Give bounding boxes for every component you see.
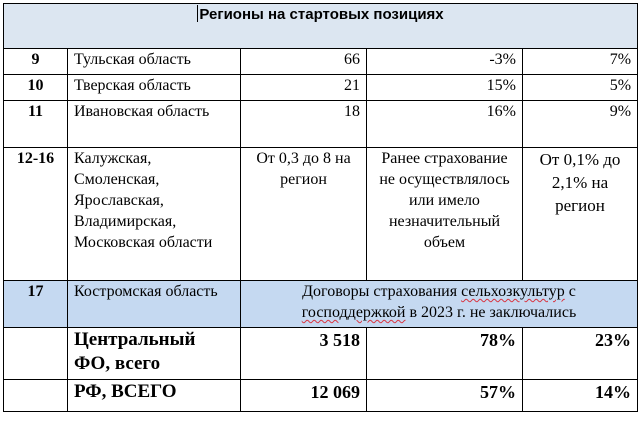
- total-value-col3[interactable]: 14%: [523, 380, 638, 412]
- table-row-cfo-total: [4, 328, 638, 380]
- row-number[interactable]: 12-16: [4, 148, 68, 281]
- row-number[interactable]: 10: [4, 75, 68, 101]
- region-name[interactable]: Калужская, Смоленская, Ярославская, Владимирская, Московская области: [68, 148, 241, 281]
- region-name[interactable]: Тверская область: [68, 75, 241, 101]
- value-col1[interactable]: 18: [241, 101, 367, 148]
- total-label[interactable]: РФ, ВСЕГО: [68, 380, 241, 412]
- note-word-misspelled: сельхозкультур: [461, 283, 565, 300]
- region-name[interactable]: Ивановская область: [68, 101, 241, 148]
- value-col1[interactable]: От 0,3 до 8 на регион: [241, 148, 367, 281]
- table-header-cell[interactable]: [4, 4, 638, 49]
- value-col2[interactable]: 15%: [367, 75, 523, 101]
- value-col3[interactable]: 5%: [523, 75, 638, 101]
- table-row-kostroma: [4, 281, 638, 328]
- total-value-col3[interactable]: 23%: [523, 328, 638, 380]
- table-row-group-12-16: [4, 148, 638, 281]
- note-text: с: [564, 283, 576, 300]
- value-col1[interactable]: 66: [241, 49, 367, 75]
- value-col3[interactable]: 9%: [523, 101, 638, 148]
- kostroma-note[interactable]: [241, 281, 638, 328]
- table-title: [197, 6, 443, 23]
- note-word-misspelled: господдержкой: [301, 304, 406, 321]
- table-row-ivanovo: [4, 101, 638, 148]
- total-value-col1[interactable]: 12 069: [241, 380, 367, 412]
- total-value-col2[interactable]: 57%: [367, 380, 523, 412]
- value-col2[interactable]: -3%: [367, 49, 523, 75]
- table-header-row: [4, 4, 638, 49]
- value-col3[interactable]: 7%: [523, 49, 638, 75]
- note-text: в 2023 г. не заключались: [405, 304, 577, 321]
- total-label[interactable]: Центральный ФО, всего: [68, 328, 241, 380]
- regions-table: [3, 3, 638, 412]
- total-value-col2[interactable]: 78%: [367, 328, 523, 380]
- total-value-col1[interactable]: 3 518: [241, 328, 367, 380]
- table-row-tver: [4, 75, 638, 101]
- regions-table-container: [3, 3, 638, 412]
- row-number-empty[interactable]: [4, 380, 68, 412]
- row-number[interactable]: 17: [4, 281, 68, 328]
- value-col2[interactable]: Ранее страхование не осуществлялось или имело незначительный объем: [367, 148, 523, 281]
- note-text: Договоры страхования: [302, 283, 462, 300]
- region-name[interactable]: Костромская область: [68, 281, 241, 328]
- row-number[interactable]: 9: [4, 49, 68, 75]
- table-row-rf-total: [4, 380, 638, 412]
- row-number[interactable]: 11: [4, 101, 68, 148]
- value-col3[interactable]: От 0,1% до 2,1% на регион: [523, 148, 638, 281]
- value-col2[interactable]: 16%: [367, 101, 523, 148]
- row-number-empty[interactable]: [4, 328, 68, 380]
- table-title-text: Регионы на стартовых позициях: [199, 6, 444, 23]
- region-name[interactable]: Тульская область: [68, 49, 241, 75]
- value-col1[interactable]: 21: [241, 75, 367, 101]
- table-row-tula: [4, 49, 638, 75]
